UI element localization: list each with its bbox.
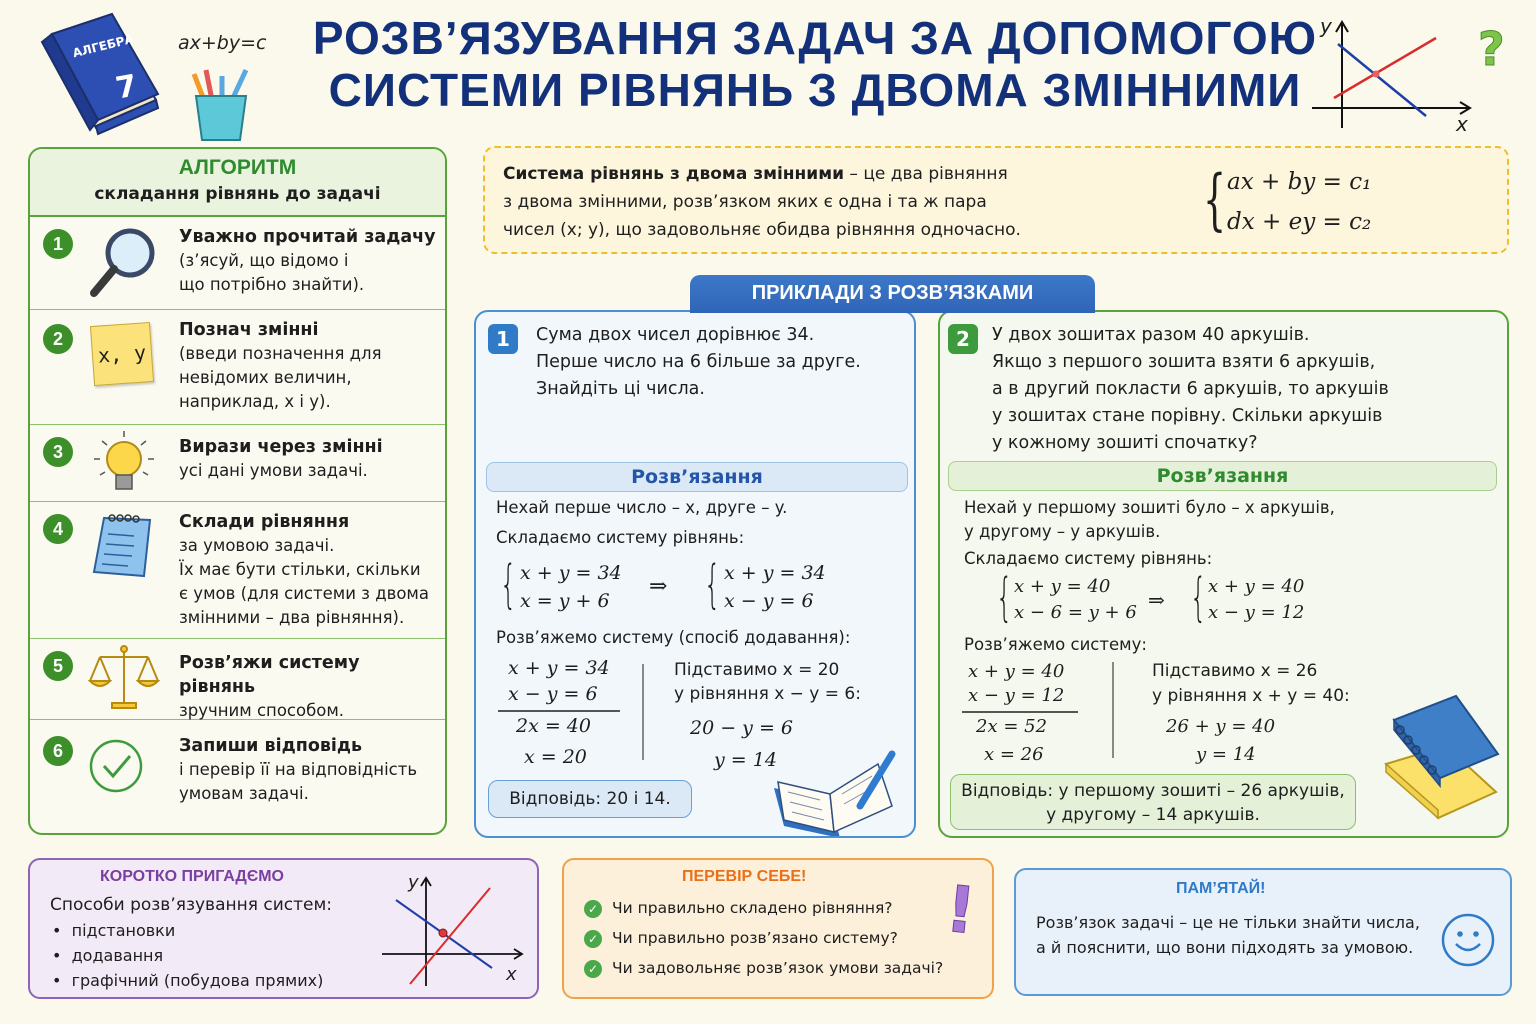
definition-line: з двома змінними, розв’язком яких є одна і та ж пара: [503, 192, 987, 212]
definition-line: чисел (x; y), що задовольняє обидва рівняння одночасно.: [503, 220, 1021, 240]
addition-eq: x − y = 6: [508, 683, 598, 705]
example-number-badge: 2: [948, 324, 978, 354]
problem-text: [536, 322, 861, 403]
remember-box: [1014, 868, 1512, 996]
step-number: 1: [43, 229, 73, 259]
step-line: умовам задачі.: [179, 784, 309, 803]
recall-item-text: графічний (побудова прямих): [71, 971, 324, 990]
check-item-text: Чи правильно складено рівняння?: [612, 899, 893, 917]
book-label: АЛГЕБРА: [71, 31, 136, 61]
implies-arrow: ⇒: [1148, 588, 1165, 612]
addition-eq: 2x = 40: [516, 715, 591, 737]
algorithm-step: [30, 720, 445, 830]
solve-text: Розв’яжемо систему:: [964, 635, 1147, 654]
algorithm-step: [30, 639, 445, 720]
recall-item: [52, 921, 175, 940]
substitute-text: у рівняння x + y = 40:: [1152, 686, 1350, 706]
addition-eq: x = 20: [524, 746, 587, 768]
checkmark-circle-icon: [88, 734, 160, 806]
system-b-eq: x − y = 6: [724, 590, 814, 612]
smiley-icon: [1440, 912, 1496, 968]
check-item-text: Чи задовольняє розв’язок умови задачі?: [612, 959, 944, 977]
title-line-2: СИСТЕМИ РІВНЯНЬ З ДВОМА ЗМІННИМИ: [328, 64, 1302, 116]
definition-term: Система рівнянь з двома змінними: [503, 164, 845, 184]
step-text: [179, 510, 439, 630]
implies-arrow: ⇒: [649, 574, 668, 599]
step-line: Їх має бути стільки, скільки: [179, 560, 421, 579]
magnifier-icon: [88, 225, 160, 297]
recall-box: [28, 858, 539, 999]
examples-banner: ПРИКЛАДИ З РОЗВ’ЯЗКАМИ: [690, 275, 1095, 313]
bullet-icon: •: [52, 971, 72, 990]
remember-line: Розв’язок задачі – це не тільки знайти числа,: [1036, 913, 1420, 932]
problem-line: у кожному зошиті спочатку?: [992, 433, 1258, 453]
check-yourself-box: [562, 858, 994, 999]
system-b-eq: x + y = 40: [1208, 576, 1305, 597]
step-title: Вирази через змінні: [179, 437, 383, 457]
bullet-icon: •: [52, 946, 72, 965]
brace-icon: {: [1203, 161, 1227, 238]
brace-icon: {: [500, 555, 517, 615]
definition-text: [503, 160, 1143, 244]
brace-icon: {: [996, 568, 1013, 628]
recall-intro: Способи розв’язування систем:: [50, 895, 333, 915]
check-title: ПЕРЕВІР СЕБЕ!: [682, 868, 807, 885]
substitute-eq: 26 + y = 40: [1166, 716, 1276, 737]
step-title: Розв’яжи систему рівнянь: [179, 653, 360, 697]
problem-line: а в другий покласти 6 аркушів, то аркушів: [992, 379, 1389, 399]
step-line: (з’ясуй, що відомо і: [179, 251, 349, 270]
step-number: 4: [43, 514, 73, 544]
problem-line: Якщо з першого зошита взяти 6 аркушів,: [992, 352, 1376, 372]
solve-text: Розв’яжемо систему (спосіб додавання):: [496, 628, 851, 647]
algorithm-panel: [28, 147, 447, 835]
addition-eq: x + y = 34: [508, 657, 610, 679]
step-line: (введи позначення для: [179, 344, 382, 363]
step-number: 2: [43, 324, 73, 354]
let-text: Нехай перше число – x, друге – y.: [496, 498, 788, 517]
graph-y-label: y: [1320, 14, 1332, 38]
step-line: і перевір її на відповідність: [179, 760, 418, 779]
problem-line: Знайдіть ці числа.: [536, 379, 705, 399]
algorithm-header: [30, 149, 445, 217]
step-line: усі дані умови задачі.: [179, 461, 368, 480]
bullet-icon: •: [52, 921, 72, 940]
system-a-eq: x − 6 = y + 6: [1014, 602, 1137, 623]
substitute-text: у рівняння x − y = 6:: [674, 684, 861, 704]
system-b-eq: x − y = 12: [1208, 602, 1305, 623]
substitute-eq: y = 14: [714, 749, 777, 771]
sticky-note-text: x, y: [97, 340, 147, 368]
system-equation: dx + ey = c₂: [1227, 209, 1372, 235]
exclamation-icon: !: [942, 872, 979, 950]
step-number: 6: [43, 736, 73, 766]
graph-x-label: x: [1456, 112, 1468, 136]
solution-label: Розв’язання: [948, 461, 1497, 491]
check-icon: ✓: [584, 960, 602, 978]
page-title: [300, 12, 1330, 116]
step-line: наприклад, x і y).: [179, 392, 331, 411]
algorithm-step: [30, 217, 445, 310]
algorithm-step: [30, 310, 445, 425]
step-title: Запиши відповідь: [179, 736, 363, 756]
header-formula: ax+by=c: [178, 32, 267, 54]
compose-text: Складаємо систему рівнянь:: [964, 549, 1213, 568]
lightbulb-icon: [88, 429, 160, 501]
system-a-eq: x + y = 40: [1014, 576, 1111, 597]
example-number-badge: 1: [488, 324, 518, 354]
problem-line: Перше число на 6 більше за друге.: [536, 352, 861, 372]
let-text: Нехай у першому зошиті було – x аркушів,: [964, 498, 1335, 517]
problem-text: [992, 322, 1389, 457]
addition-eq: 2x = 52: [976, 716, 1048, 737]
recall-item: [52, 971, 323, 990]
system-a-eq: x = y + 6: [520, 590, 610, 612]
brace-icon: {: [704, 555, 721, 615]
notebooks-stack-icon: [1380, 692, 1502, 822]
answer-box: [950, 774, 1356, 830]
recall-item-text: підстановки: [71, 921, 176, 940]
problem-line: У двох зошитах разом 40 аркушів.: [992, 325, 1310, 345]
scales-icon: [88, 643, 160, 715]
step-line: що потрібно знайти).: [179, 275, 365, 294]
step-number: 5: [43, 651, 73, 681]
open-notebook-icon: [768, 748, 900, 838]
question-mark-icon: ?: [1478, 22, 1505, 76]
algorithm-step: [30, 425, 445, 502]
check-item-text: Чи правильно розв’язано систему?: [612, 929, 898, 947]
answer-line: Відповідь: у першому зошиті – 26 аркушів,: [961, 781, 1345, 801]
pencil-cup-icon: [186, 64, 256, 144]
step-title: Склади рівняння: [179, 512, 350, 532]
answer-box: Відповідь: 20 і 14.: [488, 780, 692, 818]
divider: [1112, 662, 1114, 758]
step-line: невідомих величин,: [179, 368, 352, 387]
general-system: [1203, 162, 1371, 242]
let-text: у другому – y аркушів.: [964, 522, 1161, 541]
substitute-eq: y = 14: [1196, 744, 1256, 765]
example-card-1: [474, 310, 916, 838]
recall-graph-icon: [378, 872, 528, 990]
recall-title: КОРОТКО ПРИГАДЄМО: [100, 868, 284, 885]
step-text: [179, 734, 439, 806]
definition-line: – це два рівняння: [844, 164, 1008, 184]
check-icon: ✓: [584, 930, 602, 948]
header-graph-icon: [1308, 14, 1478, 136]
remember-line: а й пояснити, що вони підходять за умовою.: [1036, 938, 1414, 957]
compose-text: Складаємо систему рівнянь:: [496, 528, 745, 547]
answer-line: у другому – 14 аркушів.: [1046, 805, 1260, 825]
system-b-eq: x + y = 34: [724, 562, 826, 584]
notepad-icon: [88, 510, 160, 582]
recall-item: [52, 946, 163, 965]
problem-line: Сума двох чисел дорівнює 34.: [536, 325, 815, 345]
addition-eq: x = 26: [984, 744, 1044, 765]
step-line: є умов (для системи з двома: [179, 584, 429, 603]
solution-label: Розв’язання: [486, 462, 908, 492]
recall-item-text: додавання: [71, 946, 164, 965]
addition-eq: x − y = 12: [968, 685, 1065, 706]
problem-line: у зошитах стане порівну. Скільки аркушів: [992, 406, 1383, 426]
check-icon: ✓: [584, 900, 602, 918]
step-title: Познач змінні: [179, 320, 319, 340]
algorithm-title: АЛГОРИТМ: [178, 156, 297, 179]
check-item: [584, 898, 893, 918]
book-grade: 7: [113, 68, 140, 107]
system-equation: ax + by = c₁: [1227, 169, 1372, 195]
step-title: Уважно прочитай задачу: [179, 227, 436, 247]
definition-box: [483, 146, 1509, 254]
step-text: [179, 651, 439, 723]
step-line: за умовою задачі.: [179, 536, 335, 555]
step-text: [179, 318, 439, 414]
example-card-2: [938, 310, 1509, 838]
addition-eq: x + y = 40: [968, 661, 1065, 682]
substitute-eq: 20 − y = 6: [690, 717, 793, 739]
system-a-eq: x + y = 34: [520, 562, 622, 584]
algorithm-step: [30, 502, 445, 639]
step-number: 3: [43, 437, 73, 467]
remember-title: ПАМ’ЯТАЙ!: [1176, 880, 1266, 897]
graph-x-label: x: [506, 964, 517, 985]
step-line: змінними – два рівняння).: [179, 608, 405, 627]
brace-icon: {: [1190, 568, 1207, 628]
substitute-text: Підставимо x = 20: [674, 660, 840, 680]
check-item: [584, 928, 898, 948]
sticky-note-icon: [90, 322, 154, 386]
step-text: [179, 435, 439, 483]
title-line-1: РОЗВ’ЯЗУВАННЯ ЗАДАЧ ЗА ДОПОМОГОЮ: [312, 12, 1318, 64]
step-text: [179, 225, 439, 297]
graph-y-label: y: [408, 872, 419, 893]
algebra-book-icon: [38, 12, 162, 142]
check-item: [584, 958, 943, 978]
substitute-text: Підставимо x = 26: [1152, 661, 1318, 681]
algorithm-subtitle: складання рівнянь до задачі: [94, 184, 381, 204]
divider: [642, 664, 644, 760]
step-line: зручним способом.: [179, 701, 345, 720]
